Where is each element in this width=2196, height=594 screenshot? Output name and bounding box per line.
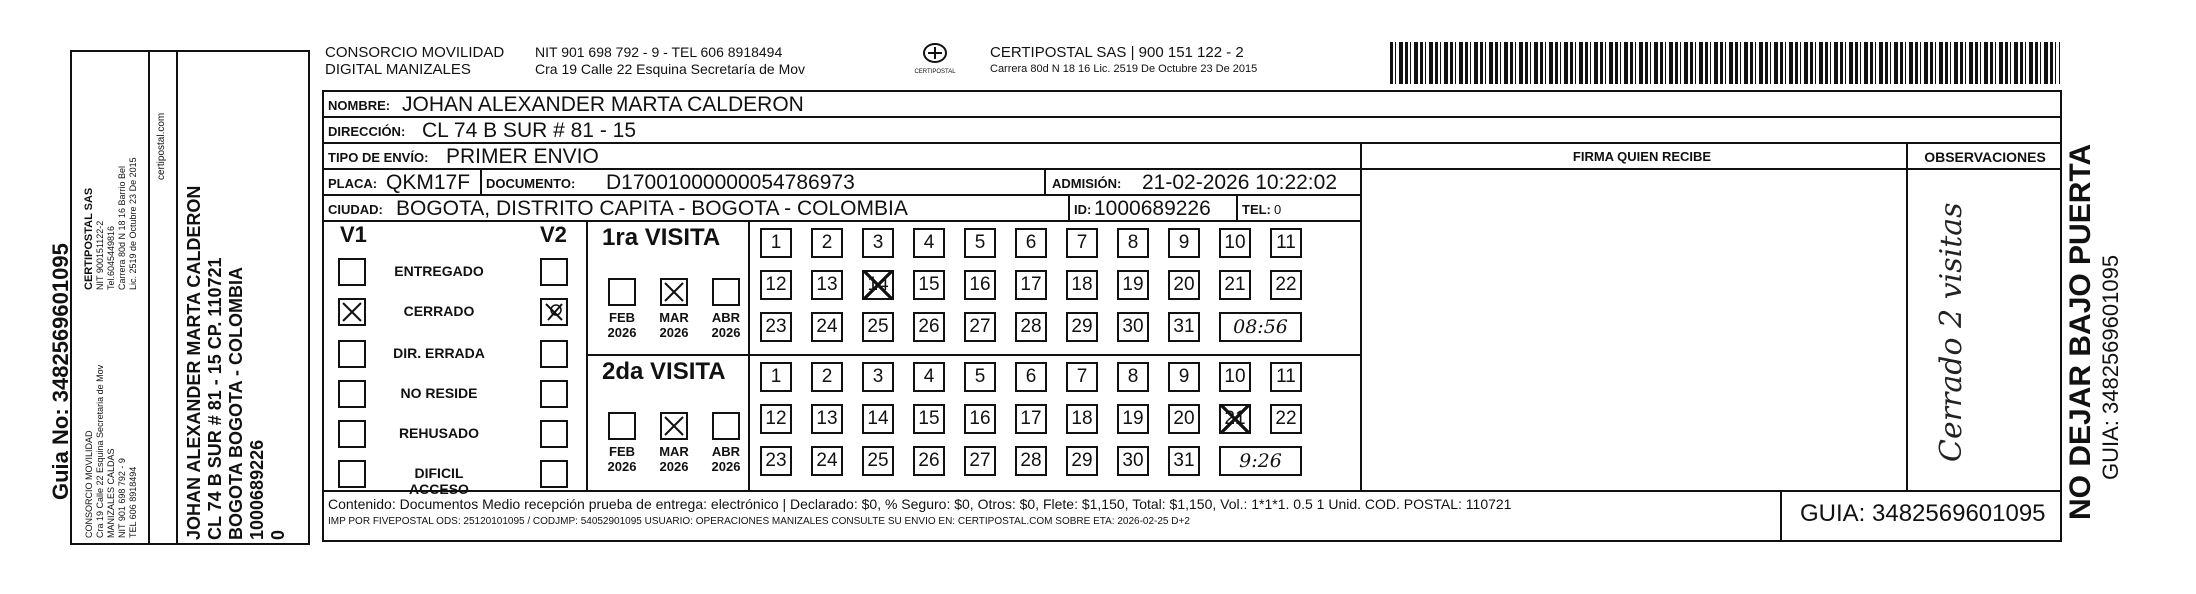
warning-no-dejar: NO DEJAR BAJO PUERTA [2064, 143, 2097, 520]
month-checkbox-feb[interactable] [608, 412, 636, 440]
documento-value: D17001000000054786973 [606, 171, 855, 194]
day-box-20[interactable]: 20 [1168, 270, 1200, 300]
direccion-value: CL 74 B SUR # 81 - 15 [422, 119, 636, 142]
month-checkbox-abr[interactable] [712, 278, 740, 306]
sender-name: CONSORCIO MOVILIDAD DIGITAL MANIZALES [325, 44, 505, 78]
id-value: 1000689226 [1094, 197, 1211, 220]
admision-value: 21-02-2026 10:22:02 [1142, 171, 1337, 194]
month-label-mar: MAR 2026 [659, 310, 689, 340]
day-box-21[interactable]: 21 [1219, 270, 1251, 300]
day-box-9[interactable]: 9 [1168, 228, 1200, 258]
day-box-30[interactable]: 30 [1117, 446, 1149, 476]
status-label-1: CERRADO [403, 303, 475, 319]
ciudad-value: BOGOTA, DISTRITO CAPITA - BOGOTA - COLOMBIA [396, 197, 908, 220]
side-guia: GUIA: 3482569601095 [2098, 254, 2123, 480]
day-box-16[interactable]: 16 [964, 404, 996, 434]
tipo-value: PRIMER ENVIO [446, 145, 599, 168]
day-box-12[interactable]: 12 [760, 270, 792, 300]
day-box-25[interactable]: 25 [862, 312, 894, 342]
day-box-7[interactable]: 7 [1066, 228, 1098, 258]
month-label-abr: ABR 2026 [711, 444, 741, 474]
firma-column-line [1360, 170, 1362, 490]
day-box-2[interactable]: 2 [811, 228, 843, 258]
visit-time-note: 08:56 [1219, 312, 1302, 342]
day-box-3[interactable]: 3 [862, 228, 894, 258]
day-box-18[interactable]: 18 [1066, 404, 1098, 434]
v1-checkbox-1[interactable] [338, 298, 366, 326]
stub-web: certipostal.com [156, 112, 167, 180]
day-box-5[interactable]: 5 [964, 228, 996, 258]
day-box-10[interactable]: 10 [1219, 362, 1251, 392]
v2-checkbox-3[interactable] [540, 380, 568, 408]
stub [8, 40, 308, 550]
day-box-29[interactable]: 29 [1066, 446, 1098, 476]
status-label-5: DIFICIL ACCESO [409, 465, 469, 497]
row-tipo: TIPO DE ENVÍO: PRIMER ENVIO [324, 144, 2060, 170]
day-box-2[interactable]: 2 [811, 362, 843, 392]
day-box-24[interactable]: 24 [811, 446, 843, 476]
day-box-24[interactable]: 24 [811, 312, 843, 342]
stub-divider-2 [176, 50, 178, 545]
nombre-value: JOHAN ALEXANDER MARTA CALDERON [402, 93, 804, 116]
stub-guia-label: Guia No: 3482569601095 [48, 243, 73, 500]
header [325, 42, 2095, 88]
placa-value: QKM17F [386, 171, 471, 194]
row-direccion: DIRECCIÓN: CL 74 B SUR # 81 - 15 [324, 118, 2060, 144]
visit-1-title: 1ra VISITA [602, 224, 721, 251]
day-box-22[interactable]: 22 [1270, 270, 1302, 300]
day-box-8[interactable]: 8 [1117, 362, 1149, 392]
main-form [322, 90, 2062, 542]
day-box-15[interactable]: 15 [913, 404, 945, 434]
day-box-22[interactable]: 22 [1270, 404, 1302, 434]
ods-text: IMP POR FIVEPOSTAL ODS: 25120101095 / CODJMP: 54052901095 USUARIO: OPERACIONES MANIZALES CONSULTE SU ENVIO EN: CERTIPOSTAL.COM SOBRE ETA: 2026-02-25 D+2 [328, 516, 1190, 527]
status-label-2: DIR. ERRADA [393, 345, 485, 361]
day-box-8[interactable]: 8 [1117, 228, 1149, 258]
day-box-14[interactable]: 14 [862, 270, 894, 300]
month-label-abr: ABR 2026 [711, 310, 741, 340]
day-box-18[interactable]: 18 [1066, 270, 1098, 300]
day-box-9[interactable]: 9 [1168, 362, 1200, 392]
day-box-12[interactable]: 12 [760, 404, 792, 434]
obs-column-line [1906, 170, 1908, 490]
day-box-14[interactable]: 14 [862, 404, 894, 434]
day-box-10[interactable]: 10 [1219, 228, 1251, 258]
firma-box[interactable] [1364, 172, 1904, 488]
v2-checkbox-2[interactable] [540, 340, 568, 368]
barcode [1390, 42, 2060, 84]
month-checkbox-mar[interactable] [660, 412, 688, 440]
day-box-25[interactable]: 25 [862, 446, 894, 476]
day-box-5[interactable]: 5 [964, 362, 996, 392]
day-box-1[interactable]: 1 [760, 362, 792, 392]
day-box-17[interactable]: 17 [1015, 404, 1047, 434]
stub-sender: CONSORCIO MOVILIDAD Cra 19 Calle 22 Esquina Secretaria de Mov MANIZALES CALDAS NIT 901 698 792 - 9 TEL 606 8918494 [84, 364, 138, 538]
day-box-26[interactable]: 26 [913, 446, 945, 476]
day-box-6[interactable]: 6 [1015, 228, 1047, 258]
visit-1 [588, 222, 1360, 356]
day-box-11[interactable]: 11 [1270, 228, 1302, 258]
visit-2 [588, 356, 1360, 490]
stub-carrier: CERTIPOSTAL SAS NIT 900151122-2 Tel.6045449816 Carrera 80d N 18 16 Barrio Bel Lic. 2519 de Octubre 23 De 2015 [83, 157, 138, 290]
day-box-4[interactable]: 4 [913, 228, 945, 258]
v2-checkbox-4[interactable] [540, 420, 568, 448]
month-checkbox-abr[interactable] [712, 412, 740, 440]
stub-recipient: JOHAN ALEXANDER MARTA CALDERON CL 74 B SUR # 81 - 15 CP. 110721 BOGOTA BOGOTA - COLOMBIA 1000689226 0 [184, 185, 288, 540]
day-box-28[interactable]: 28 [1015, 446, 1047, 476]
day-box-19[interactable]: 19 [1117, 270, 1149, 300]
day-box-23[interactable]: 23 [760, 446, 792, 476]
status-label-3: NO RESIDE [400, 385, 478, 401]
visit-2-title: 2da VISITA [602, 358, 726, 385]
v1-checkbox-5[interactable] [338, 460, 366, 488]
day-box-27[interactable]: 27 [964, 446, 996, 476]
firma-header: FIRMA QUIEN RECIBE [1360, 144, 1922, 170]
day-box-28[interactable]: 28 [1015, 312, 1047, 342]
day-box-13[interactable]: 13 [811, 270, 843, 300]
v1-checkbox-0[interactable] [338, 258, 366, 286]
status-label-4: REHUSADO [398, 425, 480, 441]
day-box-3[interactable]: 3 [862, 362, 894, 392]
footer [324, 490, 2060, 540]
visit-time-note: 9:26 [1219, 446, 1302, 476]
v2-checkbox-1[interactable] [540, 298, 568, 326]
obs-handwriting: Cerrado 2 visitas [1934, 202, 1969, 462]
contenido-text: Contenido: Documentos Medio recepción prueba de entrega: electrónico | Declarado: $0, % Seguro: $0, Otros: $0, Flete: $1,150, Total: $1,150, Vol.: 1*1*1. 0.5 1 Unid. COD. POSTAL: 110721 [328, 496, 1512, 512]
v1-checkbox-3[interactable] [338, 380, 366, 408]
day-box-26[interactable]: 26 [913, 312, 945, 342]
day-box-20[interactable]: 20 [1168, 404, 1200, 434]
day-box-31[interactable]: 31 [1168, 446, 1200, 476]
status-label-0: ENTREGADO [394, 263, 484, 279]
month-checkbox-feb[interactable] [608, 278, 636, 306]
day-box-30[interactable]: 30 [1117, 312, 1149, 342]
day-box-19[interactable]: 19 [1117, 404, 1149, 434]
sender-nit: NIT 901 698 792 - 9 - TEL 606 8918494 Cra 19 Calle 22 Esquina Secretaría de Mov [535, 44, 806, 77]
day-box-23[interactable]: 23 [760, 312, 792, 342]
day-box-15[interactable]: 15 [913, 270, 945, 300]
row-placa: PLACA: QKM17F DOCUMENTO: D17001000000054786973 ADMISIÓN: 21-02-2026 10:22:02 [324, 170, 1360, 196]
row-ciudad: CIUDAD: BOGOTA, DISTRITO CAPITA - BOGOTA - COLOMBIA ID: 1000689226 TEL: 0 [324, 196, 1360, 222]
row-nombre: NOMBRE: JOHAN ALEXANDER MARTA CALDERON [324, 92, 2060, 118]
day-box-21[interactable]: 21 [1219, 404, 1251, 434]
certipostal-logo: CERTIPOSTAL [910, 42, 960, 75]
v1-checkbox-2[interactable] [338, 340, 366, 368]
v2-checkbox-0[interactable] [540, 258, 568, 286]
day-box-6[interactable]: 6 [1015, 362, 1047, 392]
day-box-16[interactable]: 16 [964, 270, 996, 300]
v2-checkbox-5[interactable] [540, 460, 568, 488]
day-box-31[interactable]: 31 [1168, 312, 1200, 342]
day-box-1[interactable]: 1 [760, 228, 792, 258]
status-block: V1 V2 ENTREGADO CERRADO DIR. ERRADA NO RESIDE REHUSADO DIFICIL ACCESO [324, 222, 588, 490]
day-box-7[interactable]: 7 [1066, 362, 1098, 392]
obs-header: OBSERVACIONES [1906, 144, 2062, 170]
day-box-29[interactable]: 29 [1066, 312, 1098, 342]
day-box-27[interactable]: 27 [964, 312, 996, 342]
carrier-info: CERTIPOSTAL SAS | 900 151 122 - 2 Carrera 80d N 18 16 Lic. 2519 De Octubre 23 De 2015 [990, 44, 1258, 75]
v1-checkbox-4[interactable] [338, 420, 366, 448]
footer-guia: GUIA: 3482569601095 [1800, 500, 2046, 527]
day-box-4[interactable]: 4 [913, 362, 945, 392]
day-box-17[interactable]: 17 [1015, 270, 1047, 300]
day-box-13[interactable]: 13 [811, 404, 843, 434]
day-box-11[interactable]: 11 [1270, 362, 1302, 392]
month-checkbox-mar[interactable] [660, 278, 688, 306]
month-label-mar: MAR 2026 [659, 444, 689, 474]
month-label-feb: FEB 2026 [607, 310, 637, 340]
month-label-feb: FEB 2026 [607, 444, 637, 474]
tel-value: 0 [1274, 202, 1282, 217]
stub-divider-1 [148, 50, 150, 545]
